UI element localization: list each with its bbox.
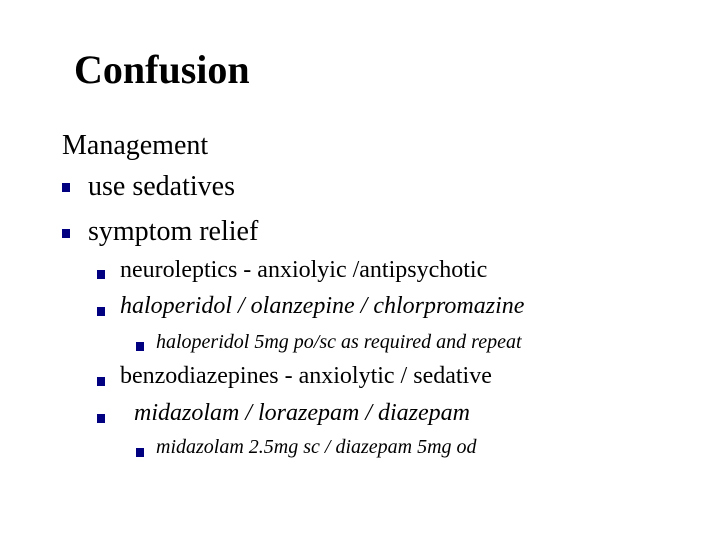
item-haloperidol-dose: haloperidol 5mg po/sc as required and repeat <box>156 331 522 353</box>
management-heading: Management <box>62 130 209 161</box>
item-benzodiazepine-drugs: midazolam / lorazepam / diazepam <box>134 400 470 426</box>
bullet-icon <box>97 377 105 386</box>
bullet-icon <box>136 342 144 351</box>
bullet-icon <box>97 414 105 423</box>
bullet-icon <box>97 307 105 316</box>
bullet-icon <box>62 229 70 238</box>
item-symptom-relief: symptom relief <box>88 216 259 247</box>
item-neuroleptics: neuroleptics - anxiolyic /antipsychotic <box>120 257 488 283</box>
item-neuroleptic-drugs: haloperidol / olanzepine / chlorpromazine <box>120 293 525 319</box>
item-benzodiazepines: benzodiazepines - anxiolytic / sedative <box>120 363 492 389</box>
bullet-icon <box>62 183 70 192</box>
bullet-icon <box>136 448 144 457</box>
item-midazolam-dose: midazolam 2.5mg sc / diazepam 5mg od <box>156 436 477 458</box>
item-use-sedatives: use sedatives <box>88 171 235 202</box>
slide-title: Confusion <box>74 47 250 92</box>
bullet-icon <box>97 270 105 279</box>
